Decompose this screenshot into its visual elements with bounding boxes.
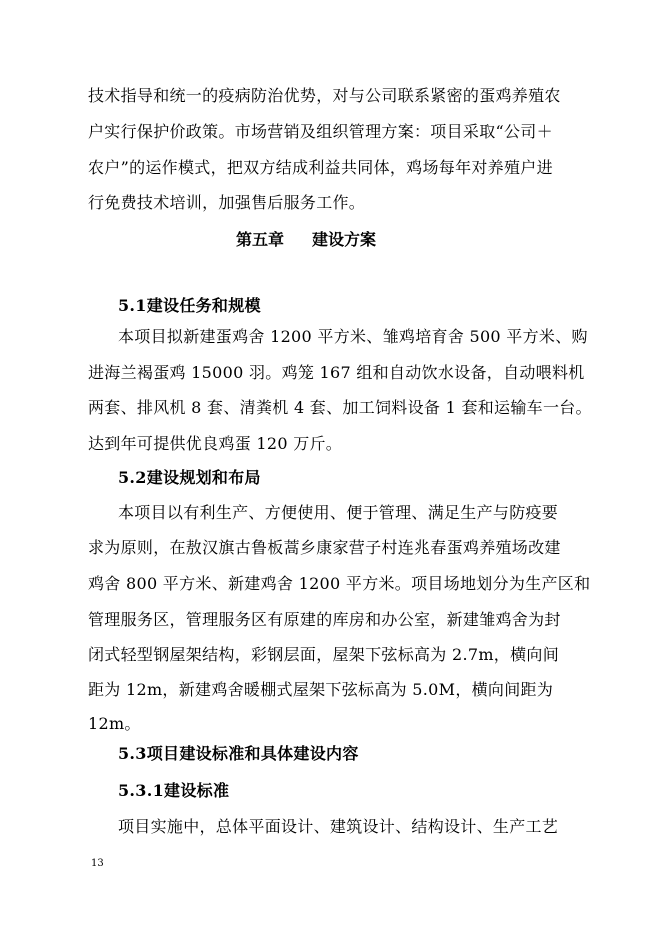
chapter-heading	[236, 230, 376, 250]
section-5-2-line-1: 本项目以有利生产、方便使用、便于管理、满足生产与防疫要	[118, 503, 559, 522]
section-5-2-line-6: 距为 12m，新建鸡舍暖棚式屋架下弦标高为 5.0M，横向间距为	[88, 680, 554, 699]
section-5-3-1-heading: 5.3.1建设标准	[118, 781, 230, 800]
section-5-3-heading: 5.3项目建设标准和具体建设内容	[118, 744, 359, 763]
intro-line-1: 技术指导和统一的疫病防治优势，对与公司联系紧密的蛋鸡养殖农	[88, 86, 561, 105]
section-5-2-line-2: 求为原则，在敖汉旗古鲁板蒿乡康家营子村连兆春蛋鸡养殖场改建	[88, 538, 561, 557]
section-5-3-1-line-1: 项目实施中，总体平面设计、建筑设计、结构设计、生产工艺	[118, 817, 559, 836]
section-5-2-heading: 5.2建设规划和布局	[118, 468, 261, 487]
chapter-number: 第五章	[236, 230, 285, 249]
intro-line-2: 户实行保护价政策。市场营销及组织管理方案：项目采取“公司＋	[88, 122, 553, 141]
page-number: 13	[91, 858, 104, 869]
section-5-1-line-1: 本项目拟新建蛋鸡舍 1200 平方米、雏鸡培育舍 500 平方米、购	[118, 327, 588, 346]
section-5-2-line-5: 闭式轻型钢屋架结构，彩钢层面，屋架下弦标高为 2.7m，横向间	[88, 645, 560, 664]
chapter-title: 建设方案	[312, 230, 377, 249]
section-5-2-line-4: 管理服务区，管理服务区有原建的库房和办公室，新建雏鸡舍为封	[88, 610, 561, 629]
intro-line-3: 农户”的运作模式，把双方结成利益共同体，鸡场每年对养殖户进	[88, 158, 553, 177]
section-5-1-line-2: 进海兰褐蛋鸡 15000 羽。鸡笼 167 组和自动饮水设备，自动喂料机	[88, 363, 585, 382]
section-5-2-line-7: 12m。	[88, 714, 141, 733]
section-5-2-line-3: 鸡舍 800 平方米、新建鸡舍 1200 平方米。项目场地划分为生产区和	[88, 574, 591, 593]
section-5-1-line-4: 达到年可提供优良鸡蛋 120 万斤。	[88, 434, 343, 453]
section-5-1-heading: 5.1建设任务和规模	[118, 296, 261, 315]
intro-line-4: 行免费技术培训，加强售后服务工作。	[88, 193, 366, 212]
section-5-1-line-3: 两套、排风机 8 套、清粪机 4 套、加工饲料设备 1 套和运输车一台。	[88, 398, 592, 417]
